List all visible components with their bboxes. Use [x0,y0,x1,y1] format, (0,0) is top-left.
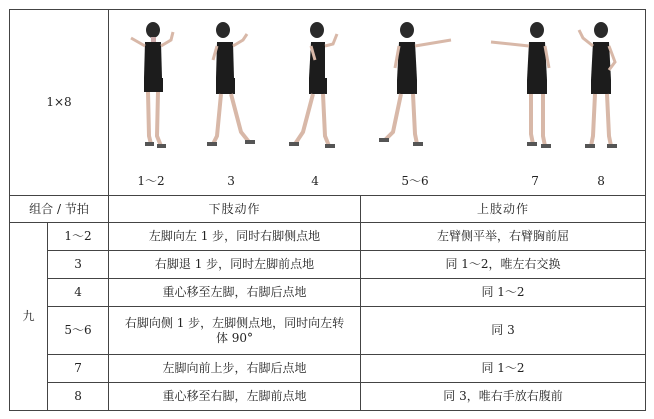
upper-cell: 同 3，唯右手放右腹前 [361,382,646,410]
table-row [10,251,646,279]
figure-label-6: 8 [597,174,605,189]
figure-2 [201,16,261,166]
figure-label-3: 4 [311,174,319,189]
lower-cell: 右脚向侧 1 步，左脚侧点地，同时向左转体 90° [109,307,361,354]
figure-4 [375,16,455,166]
figure-6 [571,16,631,166]
header-upper: 上肢动作 [361,196,646,223]
group-name: 九 [10,223,48,411]
dancer-arm-extend-icon [375,16,455,166]
lower-cell: 左脚向前上步，右脚后点地 [109,354,361,382]
header-group: 组合 / 节拍 [10,196,109,223]
lower-cell: 重心移至右脚，左脚前点地 [109,382,361,410]
figure-5 [485,16,565,166]
table-row [10,354,646,382]
lower-cell: 重心移至左脚，右脚后点地 [109,279,361,307]
upper-cell: 同 1～2，唯左右交换 [361,251,646,279]
figure-label-1: 1～2 [137,174,165,189]
header-lower: 下肢动作 [109,196,361,223]
table-row [10,382,646,410]
section-label: 1×8 [46,95,72,110]
upper-cell: 左臂侧平举，右臂胸前屈 [361,223,646,251]
beat-cell: 4 [48,279,109,307]
dancer-weight-shift-icon [285,16,345,166]
figure-label-2: 3 [227,174,235,189]
table-row [10,307,646,354]
figure-1 [121,16,181,166]
dancer-left-step-icon [121,16,181,166]
photo-strip [109,10,646,196]
figure-label-4: 5～6 [401,174,429,189]
dancer-arm-side-icon [485,16,565,166]
figure-label-5: 7 [531,174,539,189]
upper-cell: 同 3 [361,307,646,354]
upper-cell: 同 1～2 [361,354,646,382]
beat-cell: 3 [48,251,109,279]
figure-3 [285,16,345,166]
dancer-hand-belly-icon [571,16,631,166]
beat-cell: 8 [48,382,109,410]
beat-cell: 5～6 [48,307,109,354]
dancer-right-back-icon [201,16,261,166]
section-label-cell [10,10,109,196]
beat-cell: 7 [48,354,109,382]
beat-cell: 1～2 [48,223,109,251]
table-row [10,223,646,251]
table-row [10,279,646,307]
exercise-table [9,9,646,411]
lower-cell: 左脚向左 1 步，同时右脚侧点地 [109,223,361,251]
lower-cell: 右脚退 1 步，同时左脚前点地 [109,251,361,279]
header-row [10,196,646,223]
upper-cell: 同 1～2 [361,279,646,307]
